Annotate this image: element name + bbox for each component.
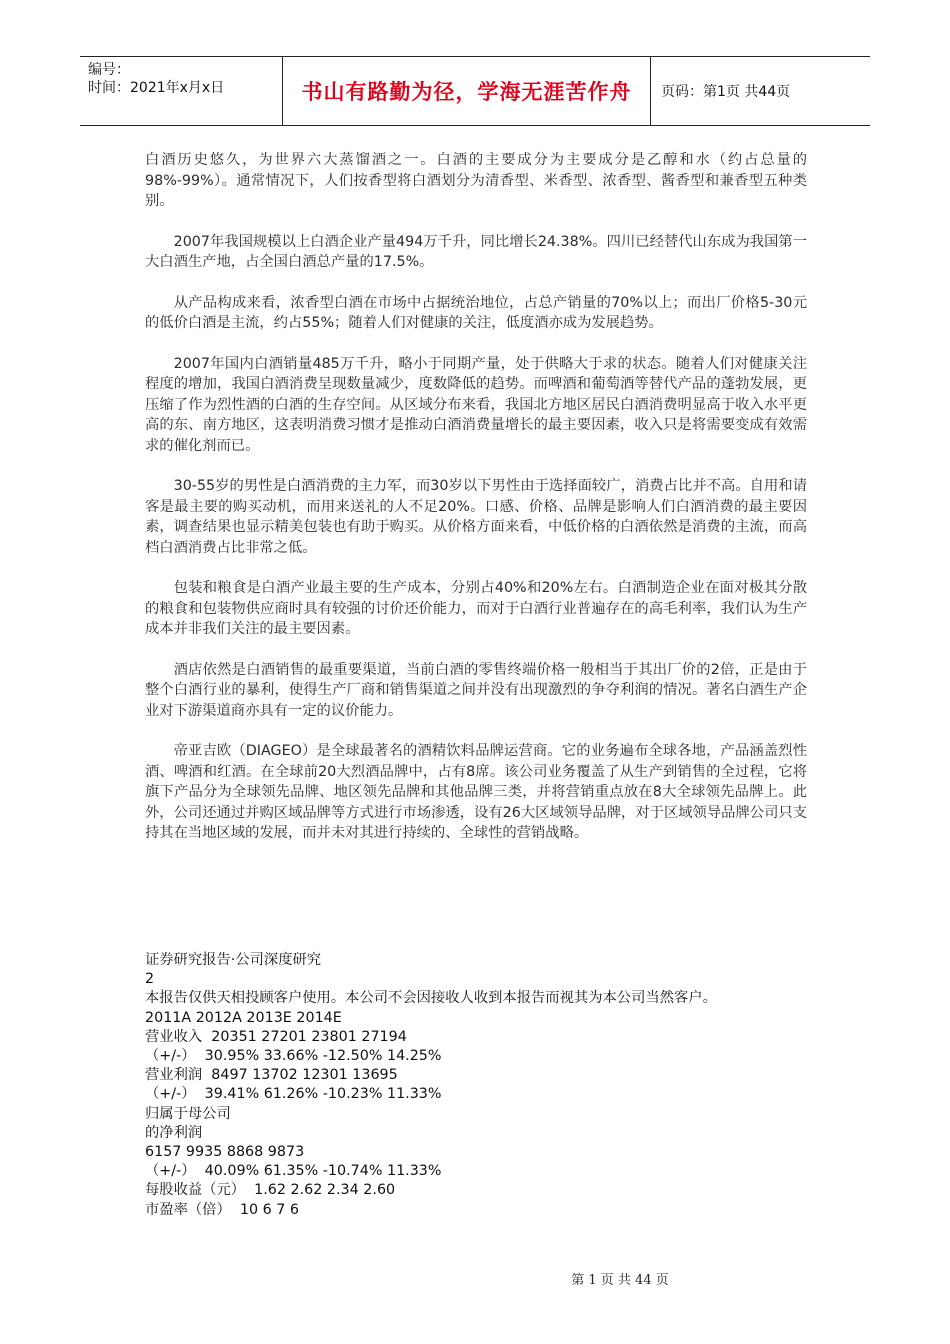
paragraph: 酒店依然是白酒销售的最重要渠道，当前白酒的零售终端价格一般相当于其出厂价的2倍，正是由于整个白酒行业的暴利，使得生产厂商和销售渠道之间并没有出现激烈的争夺利润的情况。著名白酒生产企业对下游渠道商亦具有一定的议价能力。 — [145, 661, 807, 719]
financial-row: （+/-） 39.41% 61.26% -10.23% 11.33% — [145, 1086, 442, 1103]
financial-row: 营业利润 8497 13702 12301 13695 — [145, 1067, 398, 1084]
number-label: 编号： — [88, 62, 130, 78]
paragraph: 从产品构成来看，浓香型白酒在市场中占据统治地位，占总产销量的70%以上；而出厂价格5-30元的低价白酒是主流，约占55%；随着人们对健康的关注，低度酒亦成为发展趋势。 — [145, 294, 807, 331]
financial-row: （+/-） 30.95% 33.66% -12.50% 14.25% — [145, 1048, 442, 1065]
paragraph: 30-55岁的男性是白酒消费的主力军，而30岁以下男性由于选择面较广，消费占比并不高。自用和请客是最主要的购买动机，而用来送礼的人不足20%。口感、价格、品牌是影响人们白酒消费的最主要因素，调查结果也显示精美包装也有助于购买。从价格方面来看，中低价格的白酒依然是消费的主流，而高档白酒消费占比非常之低。 — [145, 478, 807, 556]
report-type-line: 证券研究报告·公司深度研究 — [145, 952, 322, 968]
report-page-number: 2 — [145, 971, 155, 988]
disclaimer-line: 本报告仅供天相投顾客户使用。本公司不会因接收人收到本报告而视其为本公司当然客户。 — [145, 990, 717, 1007]
financial-years-line: 2011A 2012A 2013E 2014E — [145, 1009, 342, 1026]
financial-row: （+/-） 40.09% 61.35% -10.74% 11.33% — [145, 1163, 442, 1180]
financial-row: 6157 9935 8868 9873 — [145, 1144, 305, 1161]
financial-row: 营业收入 20351 27201 23801 27194 — [145, 1028, 407, 1045]
paragraph: 帝亚吉欧（DIAGEO）是全球最著名的酒精饮料品牌运营商。它的业务遍布全球各地，产品涵盖烈性酒、啤酒和红酒。在全球前20大烈酒品牌中，占有8席。该公司业务覆盖了从生产到销售的全过程，它将旗下产品分为全球领先品牌、地区领先品牌和其他品牌三类，并将营销重点放在8大全球领先品牌上。此外，公司还通过并购区域品牌等方式进行市场渗透，设有26大区域领导品牌，对于区域领导品牌公司只支持其在当地区域的发展，而并未对其进行持续的、全球性的营销战略。 — [145, 743, 807, 841]
financial-row: 归属于母公司 — [145, 1105, 231, 1122]
body-text — [145, 150, 807, 864]
financial-row: 的净利润 — [145, 1124, 203, 1141]
paragraph: 2007年我国规模以上白酒企业产量494万千升，同比增长24.38%。四川已经替代山东成为我国第一大白酒生产地，占全国白酒总产量的17.5%。 — [145, 233, 807, 270]
paragraph: 2007年国内白酒销量485万千升，略小于同期产量，处于供略大于求的状态。随着人们对健康关注程度的增加，我国白酒消费呈现数量减少，度数降低的趋势。而啤酒和葡萄酒等替代产品的蓬勃发展，更压缩了作为烈性酒的白酒的生存空间。从区域分布来看，我国北方地区居民白酒消费明显高于收入水平更高的东、南方地区，这表明消费习惯才是推动白酒消费量增长的最主要因素，收入只是将需要变成有效需求的催化剂而已。 — [145, 355, 807, 454]
financial-row: 每股收益（元） 1.62 2.62 2.34 2.60 — [145, 1182, 396, 1199]
financial-row: 市盈率（倍） 10 6 7 6 — [145, 1201, 299, 1218]
header-meta — [80, 57, 283, 125]
report-footer-block — [145, 951, 845, 1220]
header-page-code: 页码：第1页 共44页 — [661, 84, 791, 100]
time-label: 时间：2021年x月x日 — [88, 80, 225, 96]
page-header — [80, 56, 870, 126]
paragraph: 包装和粮食是白酒产业最主要的生产成本，分别占40%和20%左右。白酒制造企业在面对极其分散的粮食和包装物供应商时具有较强的讨价还价能力，而对于白酒行业普遍存在的高毛利率，我们认为生产成本并非我们关注的最主要因素。 — [145, 580, 807, 637]
paragraph-intro: 白酒历史悠久，为世界六大蒸馏酒之一。白酒的主要成分为主要成分是乙醇和水（约占总量的98%-99%）。通常情况下，人们按香型将白酒划分为清香型、米香型、浓香型、酱香型和兼香型五种类别。 — [145, 152, 807, 209]
header-motto: 书山有路勤为径，学海无涯苦作舟 — [283, 57, 651, 125]
page-footer: 第 1 页 共 44 页 — [571, 1273, 669, 1288]
